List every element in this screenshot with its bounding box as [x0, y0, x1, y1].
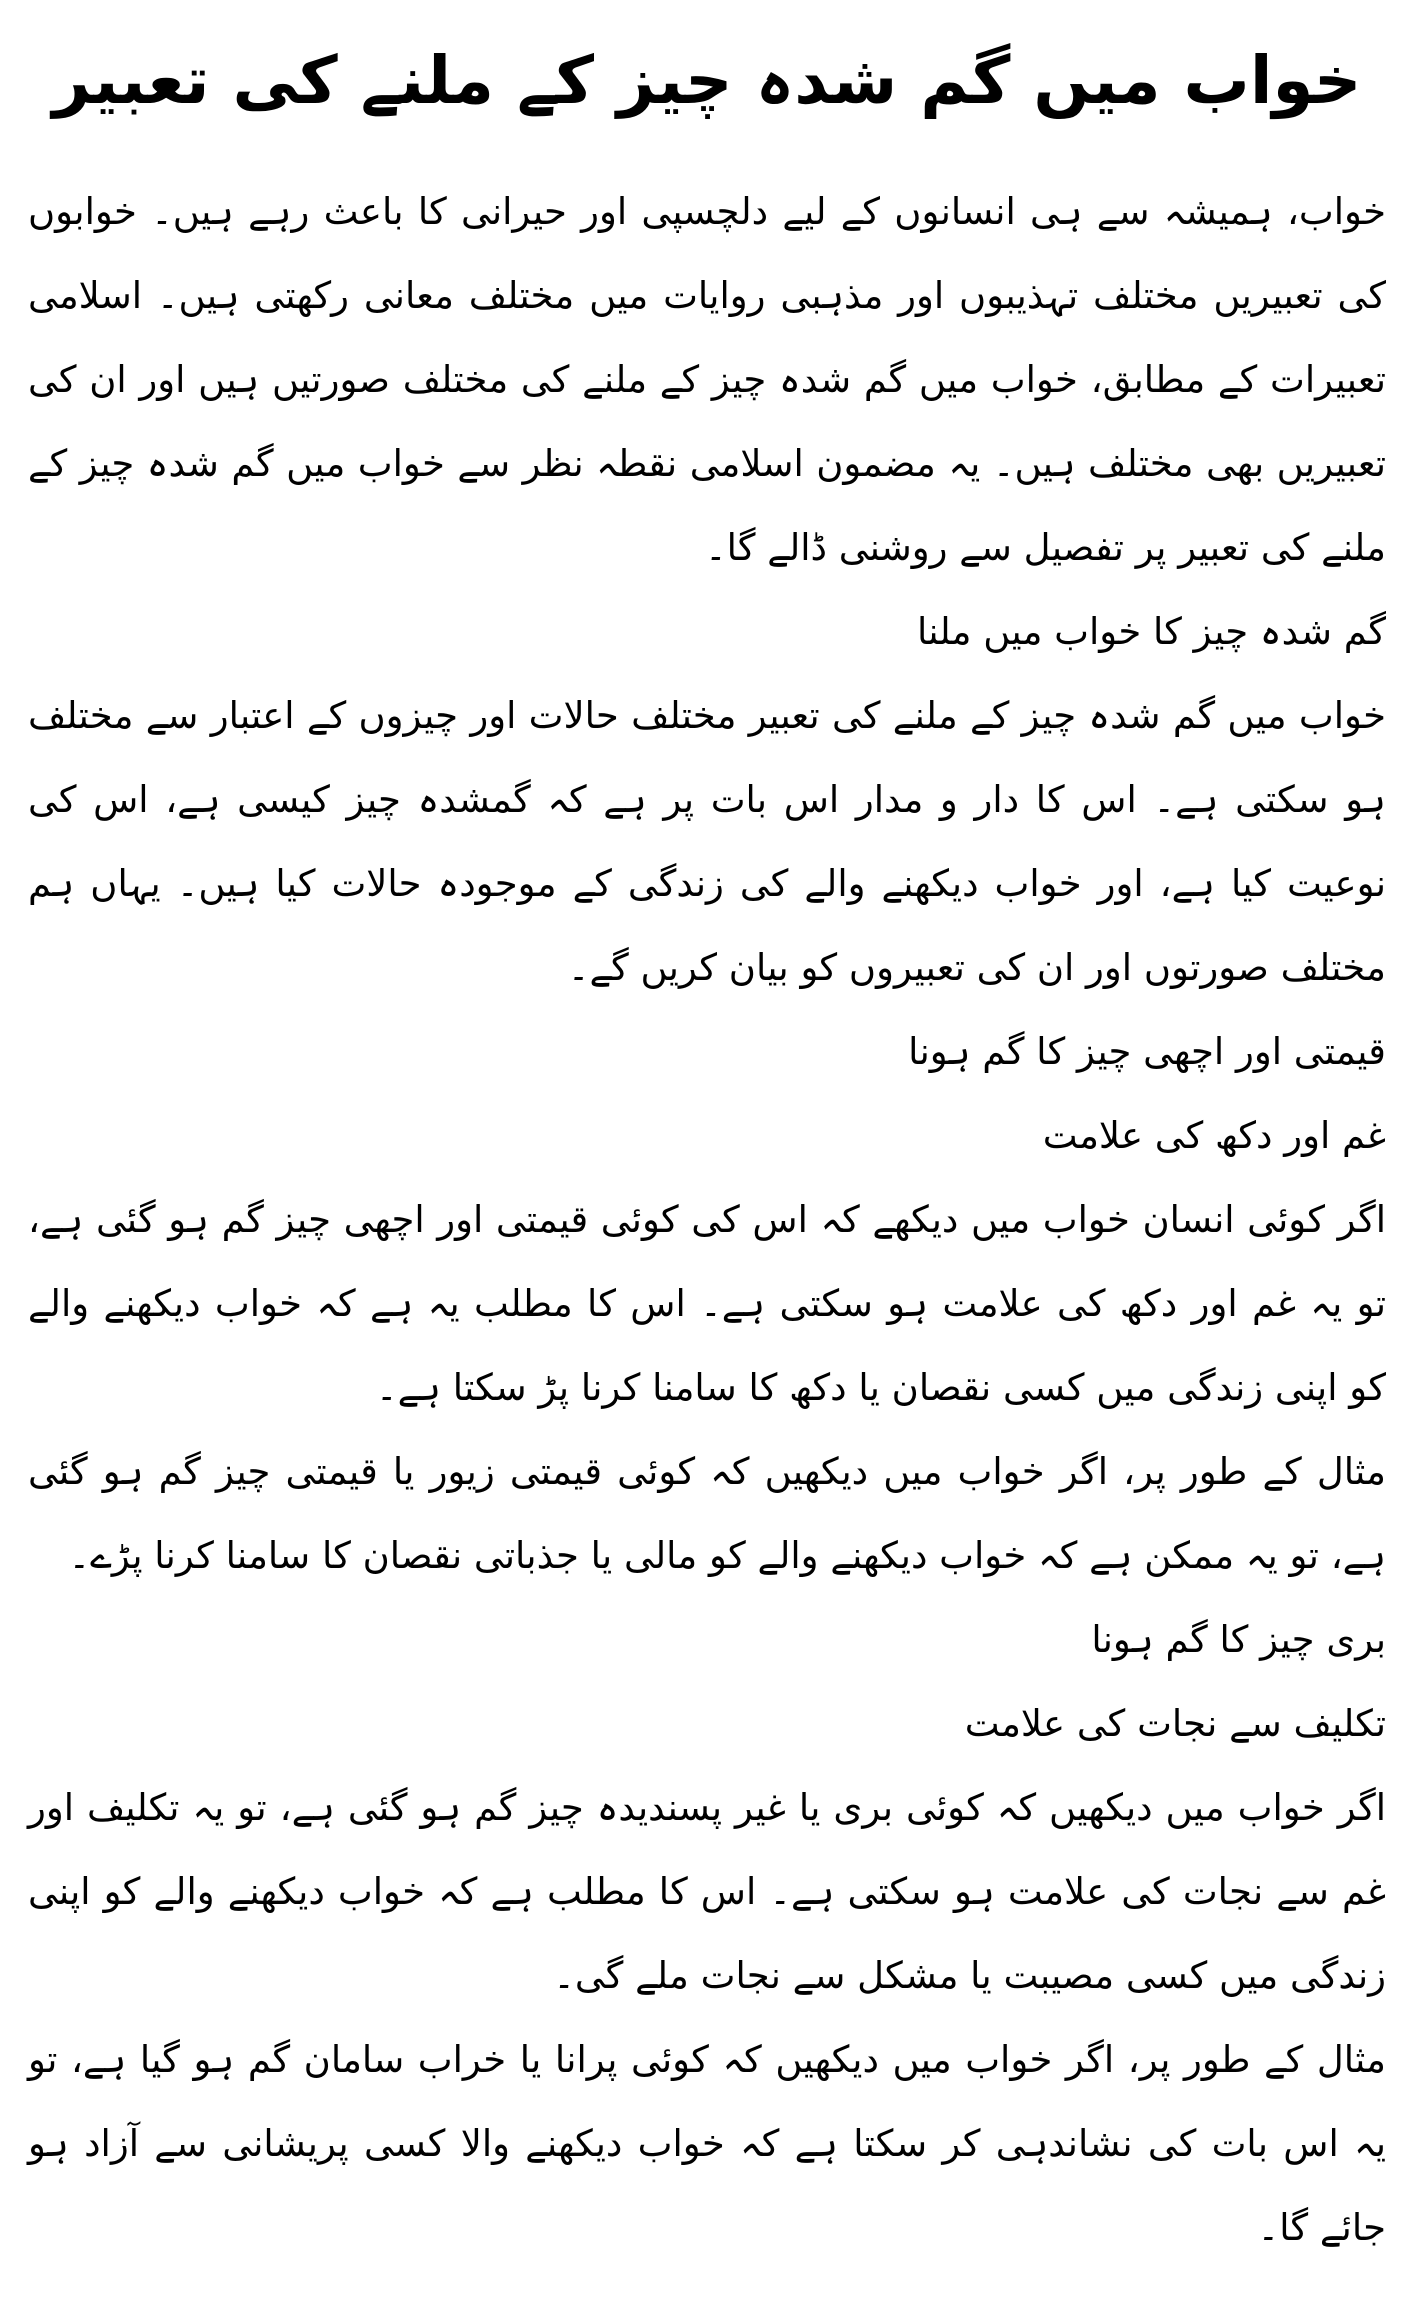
document-heading: بری چیز کا گم ہونا	[1091, 1618, 1386, 1662]
document-heading: قیمتی اور اچھی چیز کا گم ہونا	[908, 1030, 1386, 1074]
document-paragraph: خواب، ہمیشہ سے ہی انسانوں کے لیے دلچسپی اور حیرانی کا باعث رہے ہیں۔ خوابوں کی تعبیریں مختلف تہذیبوں اور مذہبی روایات میں مختلف معانی رکھتی ہیں۔ اسلامی تعبیرات کے مطابق، خواب میں گم شدہ چیز کے ملنے کی مختلف صورتیں ہیں اور ان کی تعبیریں بھی مختلف ہیں۔ یہ مضمون اسلامی نقطہ نظر سے خواب میں گم شدہ چیز کے ملنے کی تعبیر پر تفصیل سے روشنی ڈالے گا۔	[28, 190, 1386, 570]
document-heading: تکلیف سے نجات کی علامت	[964, 1702, 1386, 1746]
document-heading: غم اور دکھ کی علامت	[1042, 1114, 1386, 1158]
document-title: خواب میں گم شدہ چیز کے ملنے کی تعبیر	[52, 42, 1362, 119]
document-body	[28, 170, 1386, 2270]
document-paragraph: مثال کے طور پر، اگر خواب میں دیکھیں کہ کوئی قیمتی زیور یا قیمتی چیز گم ہو گئی ہے، تو یہ ممکن ہے کہ خواب دیکھنے والے کو مالی یا جذباتی نقصان کا سامنا کرنا پڑے۔	[28, 1450, 1386, 1578]
document-paragraph: اگر خواب میں دیکھیں کہ کوئی بری یا غیر پسندیدہ چیز گم ہو گئی ہے، تو یہ تکلیف اور غم سے نجات کی علامت ہو سکتی ہے۔ اس کا مطلب ہے کہ خواب دیکھنے والے کو اپنی زندگی میں کسی مصیبت یا مشکل سے نجات ملے گی۔	[28, 1786, 1386, 1998]
document-paragraph: خواب میں گم شدہ چیز کے ملنے کی تعبیر مختلف حالات اور چیزوں کے اعتبار سے مختلف ہو سکتی ہے۔ اس کا دار و مدار اس بات پر ہے کہ گمشدہ چیز کیسی ہے، اس کی نوعیت کیا ہے، اور خواب دیکھنے والے کی زندگی کے موجودہ حالات کیا ہیں۔ یہاں ہم مختلف صورتوں اور ان کی تعبیروں کو بیان کریں گے۔	[28, 694, 1386, 990]
document-paragraph: اگر کوئی انسان خواب میں دیکھے کہ اس کی کوئی قیمتی اور اچھی چیز گم ہو گئی ہے، تو یہ غم اور دکھ کی علامت ہو سکتی ہے۔ اس کا مطلب یہ ہے کہ خواب دیکھنے والے کو اپنی زندگی میں کسی نقصان یا دکھ کا سامنا کرنا پڑ سکتا ہے۔	[28, 1198, 1386, 1410]
document-paragraph: مثال کے طور پر، اگر خواب میں دیکھیں کہ کوئی پرانا یا خراب سامان گم ہو گیا ہے، تو یہ اس بات کی نشاندہی کر سکتا ہے کہ خواب دیکھنے والا کسی پریشانی سے آزاد ہو جائے گا۔	[28, 2038, 1386, 2250]
document-heading: گم شدہ چیز کا خواب میں ملنا	[916, 610, 1386, 654]
